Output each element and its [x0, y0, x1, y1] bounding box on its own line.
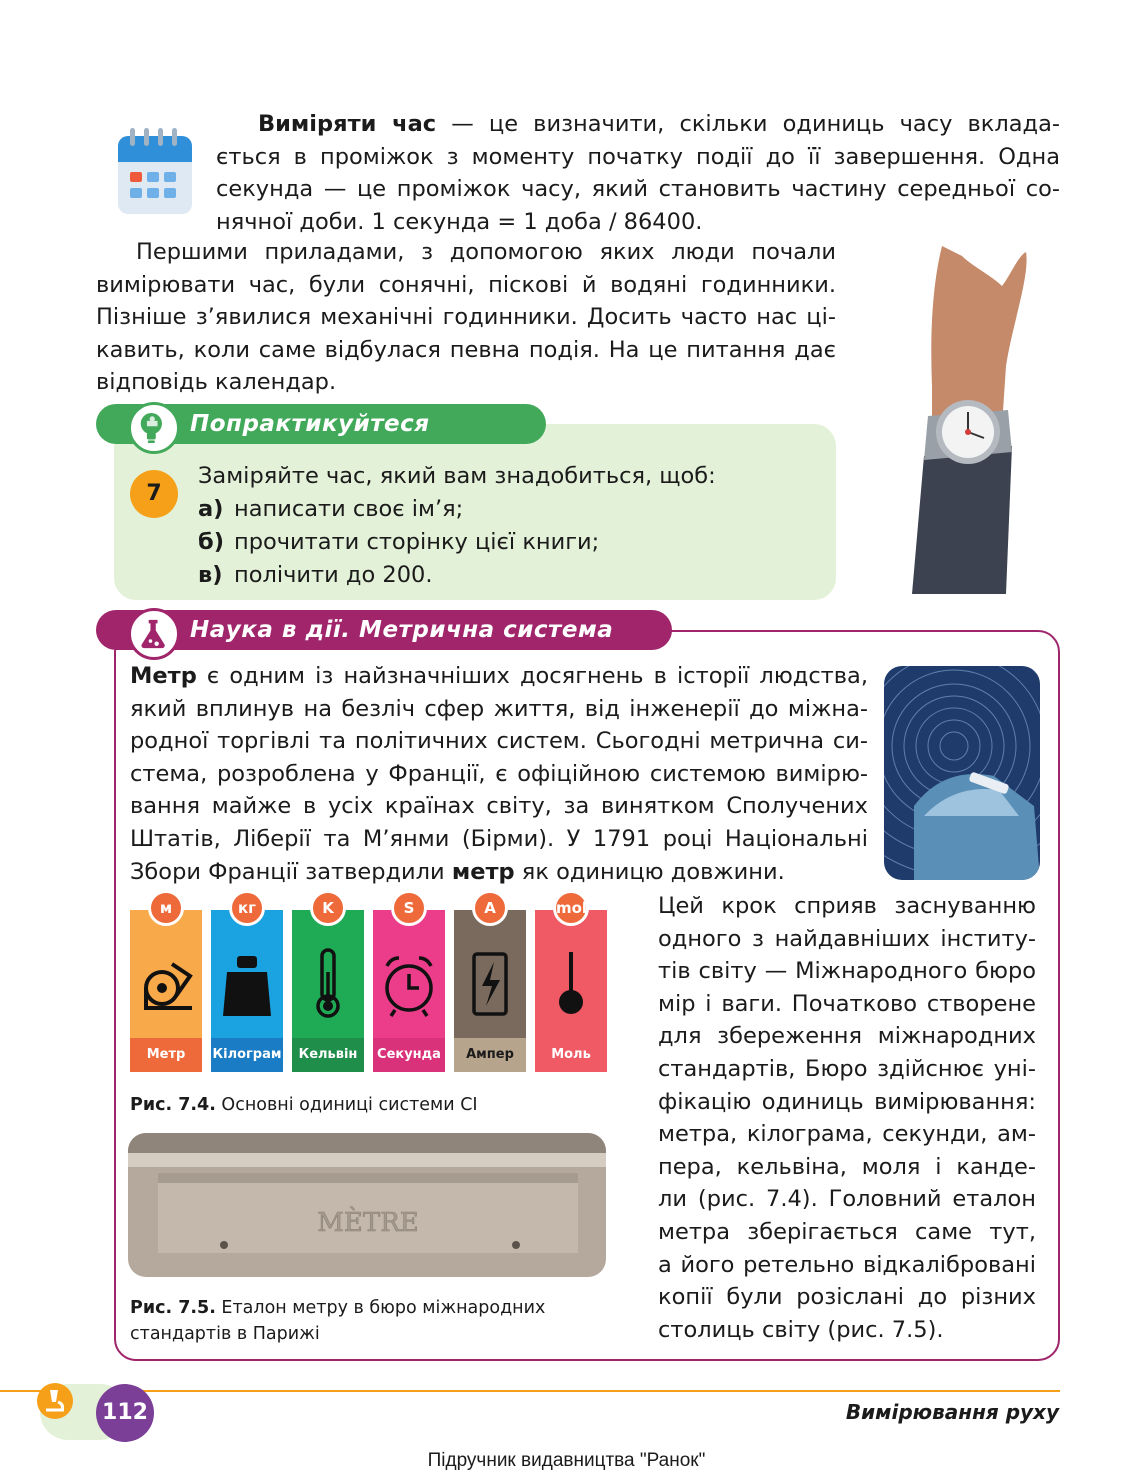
science-right-column: [658, 890, 1036, 1346]
science-right-line: ли (рис. 7.4). Головний еталон: [658, 1186, 1036, 1213]
science-right-line: метра зберігається саме тут,: [658, 1218, 1036, 1245]
science-right-line: копії були розіслані до різних: [658, 1284, 1036, 1311]
task-item-label: а): [198, 496, 224, 522]
task-number-badge: 7: [130, 470, 178, 518]
tape-measure-icon: [136, 944, 196, 1024]
task-item: [198, 559, 432, 591]
task-item-text: полічити до 200.: [234, 562, 433, 588]
si-unit-second: [373, 899, 445, 1072]
unit-symbol: mol: [553, 890, 589, 926]
science-right-line: тів світу — Міжнародного бюро: [658, 958, 1036, 985]
science-line: Метр є одним із найзначніших досягнень в історії людства,: [130, 663, 868, 689]
science-right-line: пера, кельвіна, моля і канде-: [658, 1153, 1036, 1180]
task-item: [198, 526, 599, 558]
task-item-text: написати своє ім’я;: [234, 496, 464, 522]
science-line: який вплинув на безліч сфер життя, від інженерії до міжна-: [130, 695, 868, 722]
science-line: Збори Франції затвердили метр як одиницю довжини.: [130, 858, 785, 885]
science-right-line: для збереження міжнародних: [658, 1023, 1036, 1050]
mole-icon: [541, 944, 601, 1024]
history-line: Пізніше з’явилися механічні годинники. Досить часто нас ці-: [96, 304, 836, 331]
intro-line: нячної доби. 1 секунда = 1 доба / 86400.: [216, 208, 703, 235]
unit-name: Кілограм: [211, 1038, 283, 1072]
science-paragraph: [130, 660, 868, 888]
publisher-note: Підручник видавництва "Ранок": [427, 1450, 706, 1471]
intro-paragraph: [216, 108, 1060, 238]
unit-symbol: S: [391, 890, 427, 926]
intro-line: ється в проміжок з моменту початку події до її завершення. Одна: [216, 143, 1060, 170]
science-line: Штатів, Ліберії та М’янми (Бірми). У 1791 році Національні: [130, 825, 868, 852]
task-item-text: прочитати сторінку цієї книги;: [234, 529, 600, 555]
history-line: вимірювати час, були сонячні, піскові й водяні годинники.: [96, 271, 836, 298]
weight-icon: [217, 944, 277, 1024]
science-line: вання майже в усіх країнах світу, за винятком Сполучених: [130, 793, 868, 820]
metre-standard-photo: [128, 1133, 606, 1277]
science-line: родної торгівлі та політичних систем. Сьогодні метрична си-: [130, 728, 868, 755]
practice-title: Попрактикуйтеся: [190, 411, 430, 437]
unit-name: Секунда: [373, 1038, 445, 1072]
unit-symbol: м: [148, 890, 184, 926]
si-unit-mole: [535, 899, 607, 1072]
unit-symbol: A: [472, 890, 508, 926]
observatory-star-trails-photo: [884, 666, 1040, 880]
history-line: відповідь календар.: [96, 369, 337, 396]
lightning-icon: [460, 944, 520, 1024]
task-item: [198, 493, 463, 525]
history-paragraph: [96, 236, 836, 399]
intro-line: секунда — це проміжок часу, який становить частину середньої со-: [216, 176, 1060, 203]
figure-7-4-caption: Рис. 7.4. Основні одиниці системи СІ: [130, 1095, 478, 1115]
science-right-line: стандартів, Бюро здійснює уні-: [658, 1055, 1036, 1082]
flask-icon: [128, 608, 180, 660]
science-right-line: Цей крок сприяв заснуванню: [658, 893, 1036, 919]
page-number: 112: [96, 1384, 154, 1442]
unit-name: Ампер: [454, 1038, 526, 1072]
intro-line: Виміряти час — це визначити, скільки одиниць часу вклада-: [258, 111, 1060, 137]
science-right-line: а його ретельно відкалібровані: [658, 1251, 1036, 1278]
si-unit-kilogram: [211, 899, 283, 1072]
lightbulb-puzzle-icon: [128, 402, 180, 454]
thermometer-icon: [298, 944, 358, 1024]
unit-name: Метр: [130, 1038, 202, 1072]
figure-7-5-caption-line2: стандартів в Парижі: [130, 1324, 320, 1344]
unit-name: Моль: [535, 1038, 607, 1072]
si-unit-ampere: [454, 899, 526, 1072]
unit-symbol: K: [310, 890, 346, 926]
science-right-line: столиць світу (рис. 7.5).: [658, 1316, 944, 1343]
footer-divider: [0, 1390, 1060, 1392]
alarm-clock-icon: [379, 944, 439, 1024]
history-line: Першими приладами, з допомогою яких люди почали: [136, 239, 836, 265]
unit-symbol: кг: [229, 890, 265, 926]
science-right-line: одного з найдавніших інститу-: [658, 925, 1036, 952]
microscope-icon: [36, 1382, 74, 1420]
task-item-label: в): [198, 562, 223, 588]
science-line: стема, розроблена у Франції, є офіційною системою вимірю-: [130, 760, 868, 787]
plaque-text: MÈTRE: [317, 1208, 419, 1238]
chapter-title: Вимірювання руху: [845, 1400, 1059, 1424]
unit-name: Кельвін: [292, 1038, 364, 1072]
task-prompt: Заміряйте час, який вам знадобиться, щоб:: [198, 463, 716, 489]
si-unit-metre: [130, 899, 202, 1072]
science-right-line: мір і ваги. Початково створене: [658, 990, 1036, 1017]
task-item-label: б): [198, 529, 224, 555]
calendar-icon: [114, 122, 196, 218]
science-title: Наука в дії. Метрична система: [190, 617, 614, 643]
history-line: кавить, коли саме відбулася певна подія. На це питання дає: [96, 336, 836, 363]
figure-7-5-caption: Рис. 7.5. Еталон метру в бюро міжнародних: [130, 1298, 546, 1318]
science-right-line: фікацію одиниць вимірювання:: [658, 1088, 1036, 1115]
si-unit-kelvin: [292, 899, 364, 1072]
wristwatch-photo: [902, 246, 1034, 594]
science-right-line: метра, кілограма, секунди, ам-: [658, 1121, 1036, 1148]
